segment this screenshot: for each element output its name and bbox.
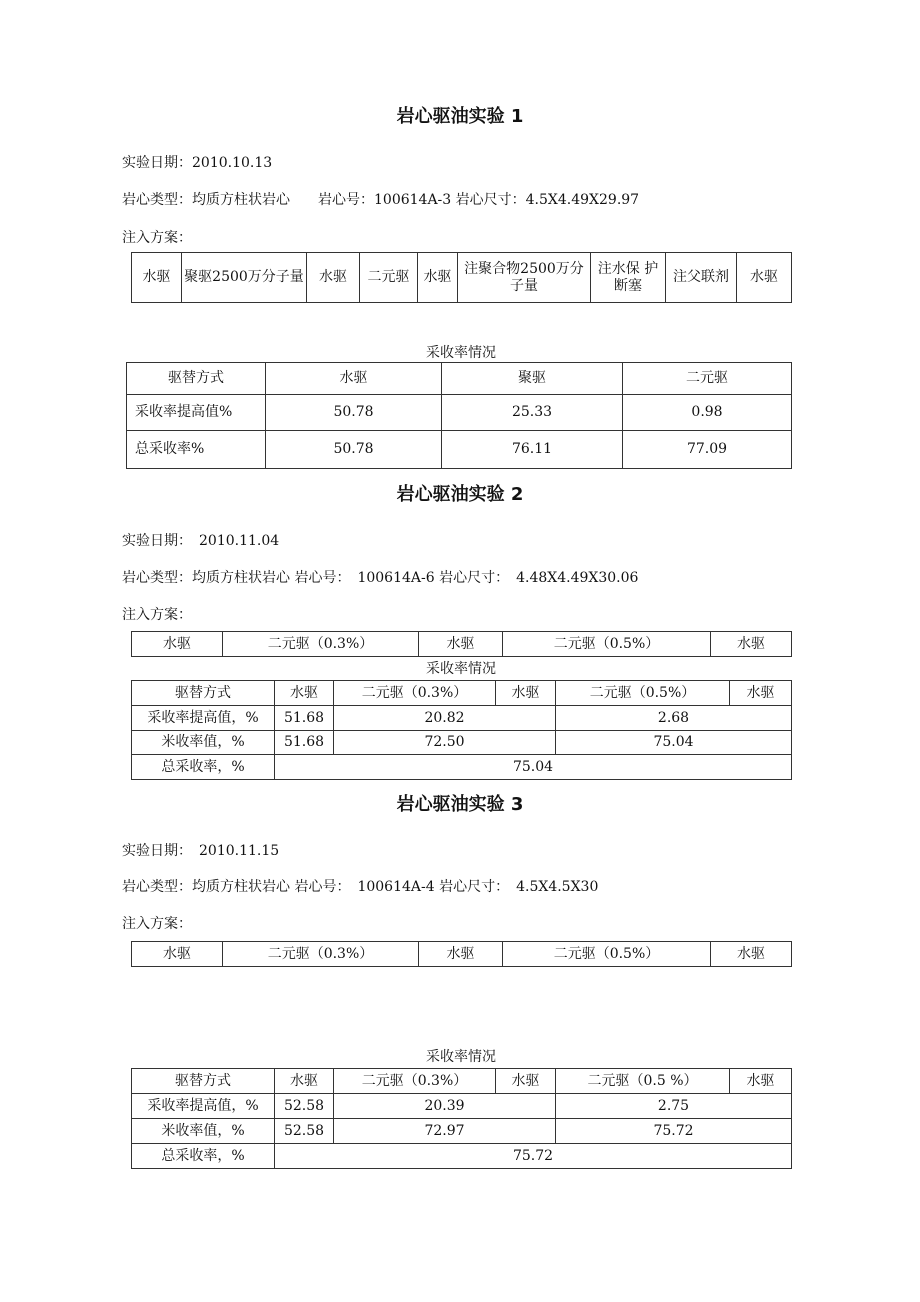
table-row-label: 采收率提高值，%: [132, 706, 275, 731]
exp1-core-info: 岩心类型：均质方柱状岩心 岩心号：100614A-3 岩心尺寸：4.5X4.49X29.97: [122, 192, 640, 208]
table-header-cell: 二元驱: [623, 363, 792, 395]
scheme-step: 水驱: [132, 942, 223, 967]
table-row-label: 采收率提高值%: [127, 395, 266, 431]
table-row-label: 米收率值，%: [132, 1119, 275, 1144]
table-header-cell: 水驱: [275, 1069, 334, 1094]
table-cell: 0.98: [623, 395, 792, 431]
table-row-label: 总采收率，%: [132, 755, 275, 780]
table-cell: 77.09: [623, 431, 792, 469]
table-cell: 76.11: [442, 431, 623, 469]
scheme-step: 二元驱（0.3%）: [223, 632, 419, 657]
exp2-title: 岩心驱油实验 2: [396, 484, 524, 505]
scheme-step: 水驱: [418, 253, 458, 303]
exp2-injection-scheme-table: [131, 631, 792, 657]
scheme-step: 水驱: [419, 632, 503, 657]
scheme-step: 水驱: [737, 253, 792, 303]
table-header-cell: 驱替方式: [132, 681, 275, 706]
table-header-cell: 水驱: [496, 681, 556, 706]
scheme-step: 聚驱2500万分子量: [182, 253, 307, 303]
scheme-step: 二元驱（0.3%）: [223, 942, 419, 967]
exp2-date: 实验日期： 2010.11.04: [122, 533, 280, 549]
table-row-label: 总采收率，%: [132, 1144, 275, 1169]
exp1-injection-scheme-table: [131, 252, 792, 303]
table-cell: 51.68: [275, 731, 334, 755]
table-header-cell: 二元驱（0.3%）: [334, 1069, 496, 1094]
table-row-label: 米收率值，%: [132, 731, 275, 755]
table-cell: 75.72: [275, 1144, 792, 1169]
table-header-cell: 二元驱（0.5%）: [556, 681, 730, 706]
table-cell: 75.04: [275, 755, 792, 780]
exp3-title: 岩心驱油实验 3: [396, 794, 524, 815]
table-cell: 25.33: [442, 395, 623, 431]
exp1-date: 实验日期：2010.10.13: [122, 155, 273, 171]
exp2-inject-label: 注入方案：: [122, 607, 192, 623]
exp3-recovery-table: [131, 1068, 792, 1169]
table-cell: 75.04: [556, 731, 792, 755]
scheme-step: 水驱: [419, 942, 503, 967]
table-cell: 75.72: [556, 1119, 792, 1144]
scheme-step: 水驱: [307, 253, 360, 303]
scheme-step: 注聚合物2500万分子量: [458, 253, 591, 303]
exp3-injection-scheme-table: [131, 941, 792, 967]
exp1-recovery-caption: 采收率情况: [426, 345, 496, 361]
table-header-cell: 水驱: [266, 363, 442, 395]
scheme-step: 水驱: [711, 632, 792, 657]
scheme-step: 注父联剂: [666, 253, 737, 303]
table-cell: 72.97: [334, 1119, 556, 1144]
table-row-label: 采收率提高值，%: [132, 1094, 275, 1119]
exp3-date: 实验日期： 2010.11.15: [122, 843, 280, 859]
table-header-cell: 水驱: [496, 1069, 556, 1094]
exp3-recovery-caption: 采收率情况: [426, 1049, 496, 1065]
table-cell: 72.50: [334, 731, 556, 755]
scheme-step: 水驱: [711, 942, 792, 967]
table-header-cell: 二元驱（0.3%）: [334, 681, 496, 706]
table-cell: 2.68: [556, 706, 792, 731]
table-cell: 52.58: [275, 1119, 334, 1144]
scheme-step: 水驱: [132, 632, 223, 657]
table-header-cell: 水驱: [275, 681, 334, 706]
table-header-cell: 聚驱: [442, 363, 623, 395]
table-cell: 51.68: [275, 706, 334, 731]
exp2-recovery-table: [131, 680, 792, 780]
exp3-core-info: 岩心类型：均质方柱状岩心 岩心号： 100614A-4 岩心尺寸： 4.5X4.5X30: [122, 879, 599, 895]
table-cell: 20.82: [334, 706, 556, 731]
exp2-core-info: 岩心类型：均质方柱状岩心 岩心号： 100614A-6 岩心尺寸： 4.48X4.49X30.06: [122, 570, 639, 586]
scheme-step: 水驱: [132, 253, 182, 303]
table-cell: 2.75: [556, 1094, 792, 1119]
exp1-title: 岩心驱油实验 1: [396, 106, 524, 127]
scheme-step: 二元驱: [360, 253, 418, 303]
table-cell: 20.39: [334, 1094, 556, 1119]
scheme-step: 二元驱（0.5%）: [503, 942, 711, 967]
table-cell: 52.58: [275, 1094, 334, 1119]
scheme-step: 注水保 护断塞: [591, 253, 666, 303]
table-header-cell: 水驱: [730, 1069, 792, 1094]
table-cell: 50.78: [266, 395, 442, 431]
exp2-recovery-caption: 采收率情况: [426, 661, 496, 677]
exp3-inject-label: 注入方案：: [122, 916, 192, 932]
table-header-cell: 二元驱（0.5 %）: [556, 1069, 730, 1094]
table-row-label: 总采收率%: [127, 431, 266, 469]
table-header-cell: 水驱: [730, 681, 792, 706]
exp1-inject-label: 注入方案：: [122, 230, 192, 246]
table-header-cell: 驱替方式: [127, 363, 266, 395]
exp1-recovery-table: [126, 362, 792, 469]
table-header-cell: 驱替方式: [132, 1069, 275, 1094]
table-cell: 50.78: [266, 431, 442, 469]
scheme-step: 二元驱（0.5%）: [503, 632, 711, 657]
